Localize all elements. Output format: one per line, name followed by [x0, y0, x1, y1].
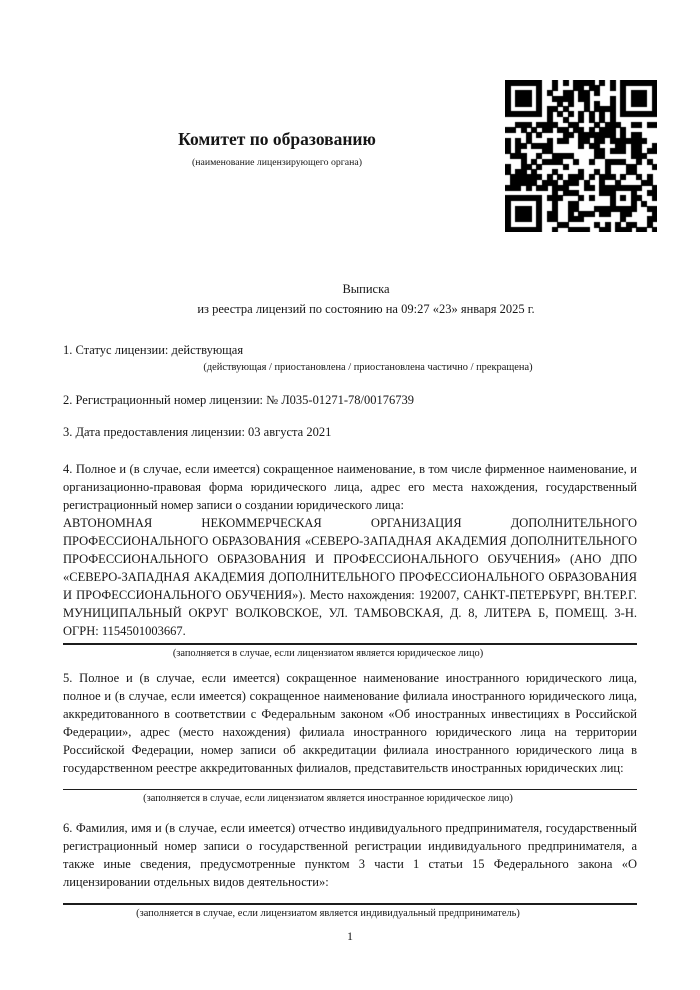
- document-body: [63, 341, 637, 920]
- page-number: 1: [347, 929, 353, 943]
- legal-entity-item: [63, 460, 637, 660]
- legal-entity-caption: (заполняется в случае, если лицензиатом является юридическое лицо): [172, 647, 484, 659]
- fill-in-line: [63, 903, 637, 905]
- license-status-note: (действующая / приостановлена / приостановлена частично / прекращена): [203, 362, 533, 373]
- registration-number-text: 2. Регистрационный номер лицензии: № Л035-01271-78/00176739: [63, 393, 414, 407]
- document-title-block: [63, 279, 637, 319]
- license-status-item: [63, 341, 637, 374]
- fill-in-line: [63, 789, 637, 791]
- fill-in-line: [63, 643, 637, 645]
- issuing-authority-caption: (наименование лицензирующего органа): [191, 157, 362, 168]
- foreign-entity-question: 5. Полное и (в случае, если имеется) сокращенное наименование иностранного юридического лица, полное и (в случае, если имеется) сокращенное наименование филиала иностранного юридического лица, аккредитованного в соответствии с Федеральным законом «Об иностранных инвестициях в Российской Федерации», адрес (место нахождения) филиала иностранного юридического лица на территории Российской Федерации, номер записи об аккредитации филиала иностранного юридического лица в государственном реестре аккредитованных филиалов, представительств иностранных юридических лиц:: [63, 670, 637, 775]
- document-title: Выписка: [342, 282, 390, 296]
- issuing-authority-name: Комитет по образованию: [178, 129, 376, 149]
- individual-entrepreneur-caption: (заполняется в случае, если лицензиатом является индивидуальный предприниматель): [136, 907, 520, 919]
- license-status-text: 1. Статус лицензии: действующая: [63, 343, 244, 357]
- legal-entity-question: 4. Полное и (в случае, если имеется) сокращенное наименование, в том числе фирменное наименование, и организационно-правовая форма юридического лица, адрес его места нахождения, государственный регистрационный номер записи о создании юридического лица:: [63, 462, 637, 512]
- individual-entrepreneur-question: 6. Фамилия, имя и (в случае, если имеется) отчество индивидуального предпринимателя, государственный регистрационный номер записи о государственной регистрации индивидуального предпринимателя, а также иные сведения, предусмотренные пунктом 3 части 1 статьи 15 Федерального закона «О лицензировании отдельных видов деятельности»:: [63, 821, 637, 890]
- issuing-authority-block: [63, 129, 491, 169]
- grant-date-text: 3. Дата предоставления лицензии: 03 августа 2021: [63, 425, 332, 439]
- individual-entrepreneur-item: [63, 819, 637, 920]
- foreign-entity-item: [63, 669, 637, 806]
- foreign-entity-caption: (заполняется в случае, если лицензиатом является иностранное юридическое лицо): [143, 793, 513, 805]
- document-subtitle: из реестра лицензий по состоянию на 09:27 «23» января 2025 г.: [197, 302, 535, 316]
- qr-code-icon: [505, 80, 657, 232]
- legal-entity-value: АВТОНОМНАЯ НЕКОММЕРЧЕСКАЯ ОРГАНИЗАЦИЯ ДОПОЛНИТЕЛЬНОГО ПРОФЕССИОНАЛЬНОГО ОБРАЗОВАНИЯ «СЕВЕРО-ЗАПАДНАЯ АКАДЕМИЯ ДОПОЛНИТЕЛЬНОГО ПРОФЕССИОНАЛЬНОГО ОБРАЗОВАНИЯ И ПРОФЕССИОНАЛЬНОГО ОБУЧЕНИЯ» (АНО ДПО «СЕВЕРО-ЗАПАДНАЯ АКАДЕМИЯ ДОПОЛНИТЕЛЬНОГО ПРОФЕССИОНАЛЬНОГО ОБРАЗОВАНИЯ И ПРОФЕССИОНАЛЬНОГО ОБУЧЕНИЯ»). Место нахождения: 192007, САНКТ-ПЕТЕРБУРГ, ВН.ТЕР.Г. МУНИЦИПАЛЬНЫЙ ОКРУГ ВОЛКОВСКОЕ, УЛ. ТАМБОВСКАЯ, Д. 8, ЛИТЕРА Б, ПОМЕЩ. 3-Н. ОГРН: 1154501003667.: [63, 516, 637, 638]
